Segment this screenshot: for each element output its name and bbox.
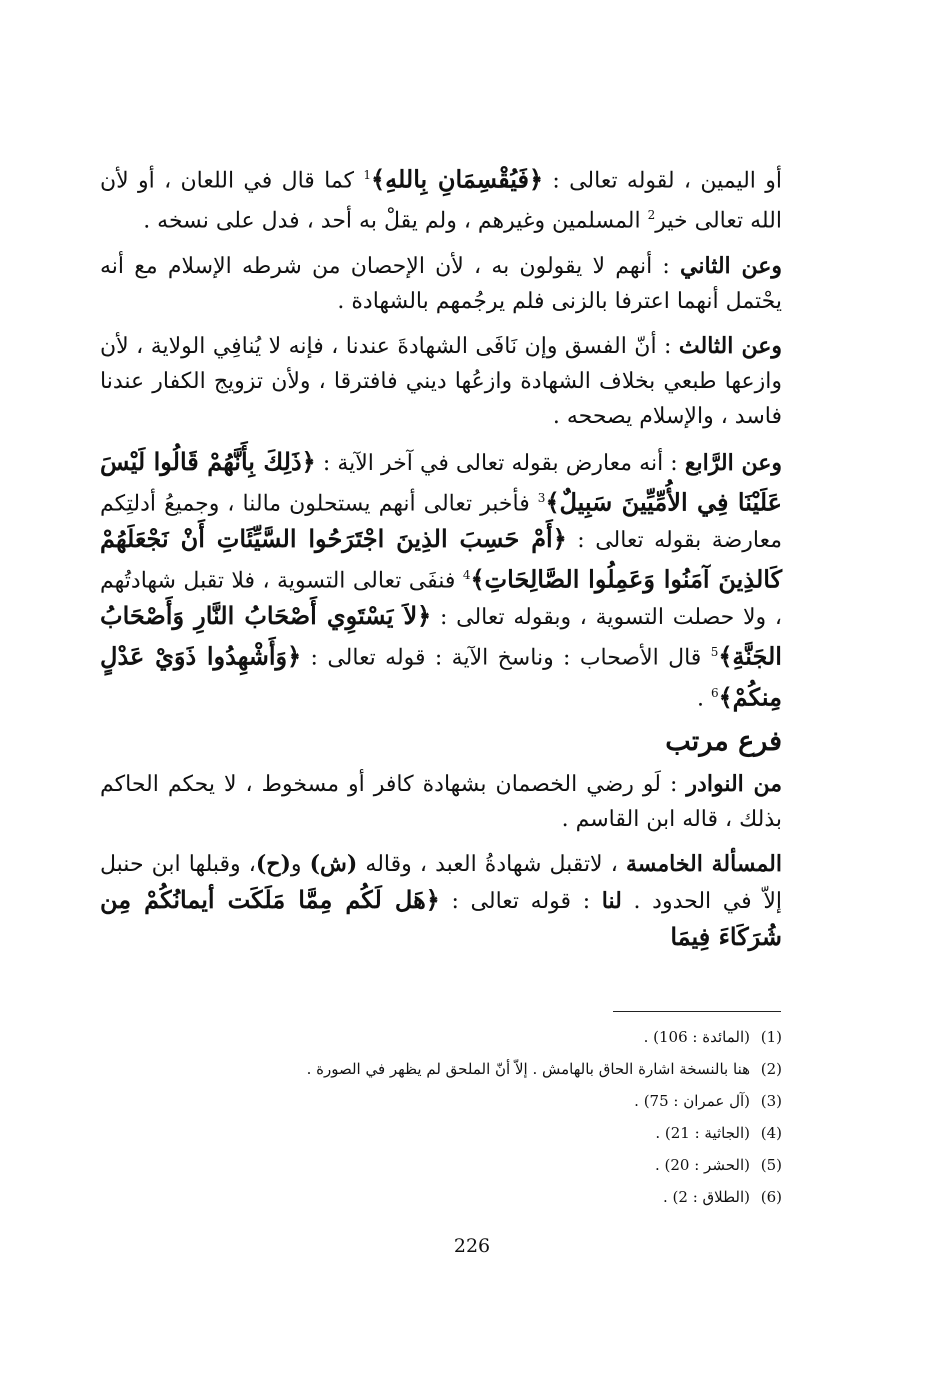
footnote-ref[interactable]: 3 xyxy=(537,490,546,505)
footnote-item xyxy=(182,1117,782,1149)
paragraph-label: وعن الرَّابع xyxy=(684,449,782,476)
footnote-item xyxy=(182,1085,782,1117)
footnote-number: (5) xyxy=(760,1156,782,1174)
text-run: ، وقبلها ابن حنبل إلاّ في الحدود . xyxy=(100,851,782,914)
footnote-ref[interactable]: 6 xyxy=(710,685,719,700)
footnote-item xyxy=(182,1021,782,1053)
footnote-text: (المائدة : 106) . xyxy=(643,1028,750,1046)
footnote-text: هنا بالنسخة اشارة الحاق بالهامش . إلاّ أنّ الملحق لم يظهر في الصورة . xyxy=(306,1060,750,1078)
quran-verse: ﴿لاَ يَسْتَوِي أَصْحَابُ النَّارِ وَأَصْحَابُ الجَنَّةِ﴾ xyxy=(100,601,782,671)
paragraph-6 xyxy=(100,847,782,956)
paragraph-1 xyxy=(100,158,782,239)
footnote-number: (6) xyxy=(760,1188,782,1206)
text-run: و xyxy=(290,851,310,877)
footnotes xyxy=(182,1021,782,1213)
footnote-number: (3) xyxy=(760,1092,782,1110)
abbrev-shafii: (ش) xyxy=(309,850,358,877)
text-run: أو اليمين ، لقوله تعالى : xyxy=(543,168,782,194)
text-run: : أنه معارض بقوله تعالى في آخر الآية : xyxy=(315,450,685,476)
paragraph-label: لنا xyxy=(601,887,622,914)
paragraph-2 xyxy=(100,249,782,319)
footnote-item xyxy=(182,1053,782,1085)
footnote-number: (2) xyxy=(760,1060,782,1078)
footnote-ref[interactable]: 1 xyxy=(363,168,372,182)
text-run: : قوله تعالى : xyxy=(439,888,602,914)
quran-verse: ﴿هَل لَكُم مِمَّا مَلَكَت أيمانُكُمْ مِن شُرَكَاءَ فِيمَا xyxy=(100,884,782,951)
paragraph-label: وعن الثاني xyxy=(680,252,783,279)
paragraph-5 xyxy=(100,767,782,837)
text-run: المسلمين وغيرهم ، ولم يقلْ به أحد ، فدل على نسخه . xyxy=(143,208,648,234)
text-run: : أنهم لا يقولون به ، لأن الإحصان من شرطه الإسلام مع أنه يحْتمل أنهما اعترفا بالزنى فلم يرجُمهم بالشهادة . xyxy=(100,253,782,314)
footnote-item xyxy=(182,1181,782,1213)
text-run: فأخبر تعالى أنهم يستحلون مالنا ، وجميعُ أدلتِكم معارضة بقوله تعالى : xyxy=(100,490,782,553)
abbrev-hanafi: (ح) xyxy=(255,850,291,877)
footnote-text: (آل عمران : 75) . xyxy=(634,1092,750,1110)
footnote-text: (الحشر : 20) . xyxy=(654,1156,750,1174)
quran-verse: ﴿ذَلِكَ بِأَنَّهُمْ قَالُوا لَيْسَ عَلَيْنَا فِي الأُمِّيِّينَ سَبِيلٌ﴾ xyxy=(100,446,782,516)
paragraph-label: المسألة الخامسة xyxy=(625,850,782,877)
text-run: . xyxy=(696,685,711,711)
footnote-ref[interactable]: 4 xyxy=(462,567,471,582)
footnote-ref[interactable]: 2 xyxy=(647,208,656,223)
footnote-number: (1) xyxy=(760,1028,782,1046)
quran-verse: ﴿أَمْ حَسِبَ الذِينَ اجْتَرَحُوا السَّيِّئَاتِ أَنْ نَجْعَلَهُمْ كَالذِينَ آمَنُوا وَعَمِلُوا الصَّالِحَاتِ﴾ xyxy=(100,523,783,594)
footnote-item xyxy=(182,1149,782,1181)
footnote-number: (4) xyxy=(760,1124,782,1142)
footnote-text: (الجاثية : 21) . xyxy=(655,1124,750,1142)
text-run: كما قال في اللعان ، أو لأن الله تعالى خير xyxy=(100,168,782,234)
footnote-divider xyxy=(613,1011,781,1012)
quran-verse: ﴿فَيُقْسِمَانِ بِاللهِ﴾ xyxy=(371,164,544,194)
main-text xyxy=(100,158,782,966)
page-number: 226 xyxy=(453,1235,491,1257)
paragraph-label: من النوادر xyxy=(686,770,782,797)
text-run: : أنّ الفسق وإن نَافَى الشهادةَ عندنا ، فإنه لا يُنافِي الولاية ، لأن وازعها طبعي بخلاف الشهادة وازعُها ديني فافترقا ، ولأن تزويج الكفار عندنا فاسد ، والإسلام يصححه . xyxy=(100,333,782,429)
quran-verse: ﴿وَأَشْهِدُوا ذَوَيْ عَدْلٍ مِنكُمْ﴾ xyxy=(100,641,782,711)
paragraph-4 xyxy=(100,444,782,716)
text-run: قال الأصحاب : وناسخ الآية : قوله تعالى : xyxy=(301,645,711,671)
text-run: فنفَى تعالى التسوية ، فلا تقبل شهادتُهم ، ولا حصلت التسوية ، وبقوله تعالى : xyxy=(100,568,783,631)
paragraph-label: وعن الثالث xyxy=(678,332,782,359)
footnote-text: (الطلاق : 2) . xyxy=(662,1188,750,1206)
text-run: : لَو رضي الخصمان بشهادة كافر أو مسخوط ، لا يحكم الحاكم بذلك ، قاله ابن القاسم . xyxy=(100,771,782,832)
section-heading: فرع مرتب xyxy=(665,725,782,757)
text-run: ، لاتقبل شهادةُ العبد ، وقاله xyxy=(357,851,626,877)
footnote-ref[interactable]: 5 xyxy=(710,645,719,660)
paragraph-3 xyxy=(100,329,782,434)
